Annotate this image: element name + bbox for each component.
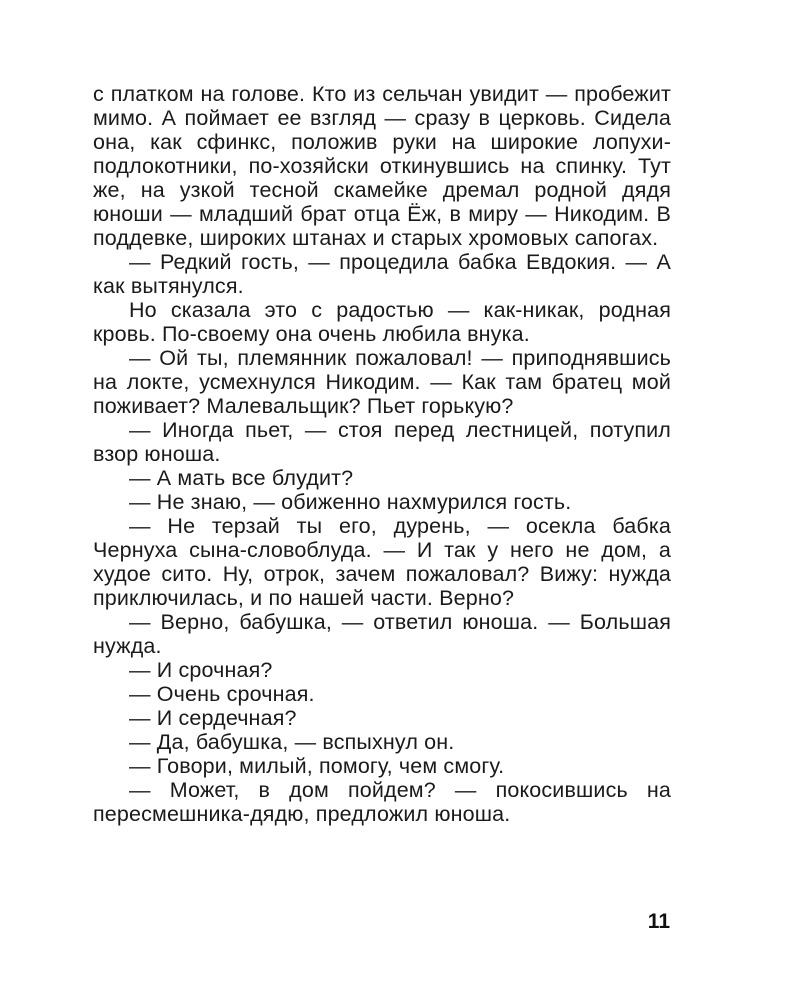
paragraph-1: с платком на голове. Кто из сельчан увидит — пробежит мимо. А поймает ее взгляд — сразу в церковь. Сидела она, как сфинкс, положив руки на широкие лопухи-подлокотники, по-хозяйски откинувшись на спинку. Тут же, на узкой тесной скамейке дремал родной дядя юноши — младший брат отца Ёж, в миру — Никодим. В поддевке, широких штанах и старых хромовых сапогах.	[93, 82, 671, 250]
paragraph-5: — Иногда пьет, — стоя перед лестницей, потупил взор юноша.	[93, 418, 671, 466]
paragraph-2: — Редкий гость, — процедила бабка Евдокия. — А как вытянулся.	[93, 250, 671, 298]
paragraph-7: — Не знаю, — обиженно нахмурился гость.	[129, 490, 572, 514]
paragraph-9: — Верно, бабушка, — ответил юноша. — Большая нужда.	[93, 610, 671, 658]
paragraph-14: — Говори, милый, помогу, чем смогу.	[129, 754, 505, 778]
paragraph-13: — Да, бабушка, — вспыхнул он.	[129, 730, 455, 754]
paragraph-10: — И срочная?	[129, 658, 273, 682]
paragraph-4: — Ой ты, племянник пожаловал! — приподнявшись на локте, усмехнулся Никодим. — Как там братец мой поживает? Малевальщик? Пьет горькую?	[93, 346, 671, 418]
paragraph-6: — А мать все блудит?	[129, 466, 354, 490]
paragraph-15: — Может, в дом пойдем? — покосившись на пересмешника-дядю, предложил юноша.	[93, 778, 671, 826]
page-number: 11	[647, 910, 670, 933]
paragraph-11: — Очень срочная.	[129, 682, 315, 706]
paragraph-12: — И сердечная?	[129, 706, 297, 730]
paragraph-3: Но сказала это с радостью — как-никак, родная кровь. По-своему она очень любила внука.	[93, 298, 671, 346]
body-text	[93, 82, 671, 826]
paragraph-8: — Не терзай ты его, дурень, — осекла бабка Чернуха сына-словоблуда. — И так у него не дом, а худое сито. Ну, отрок, зачем пожаловал? Вижу: нужда приключилась, и по нашей части. Верно?	[93, 514, 671, 610]
